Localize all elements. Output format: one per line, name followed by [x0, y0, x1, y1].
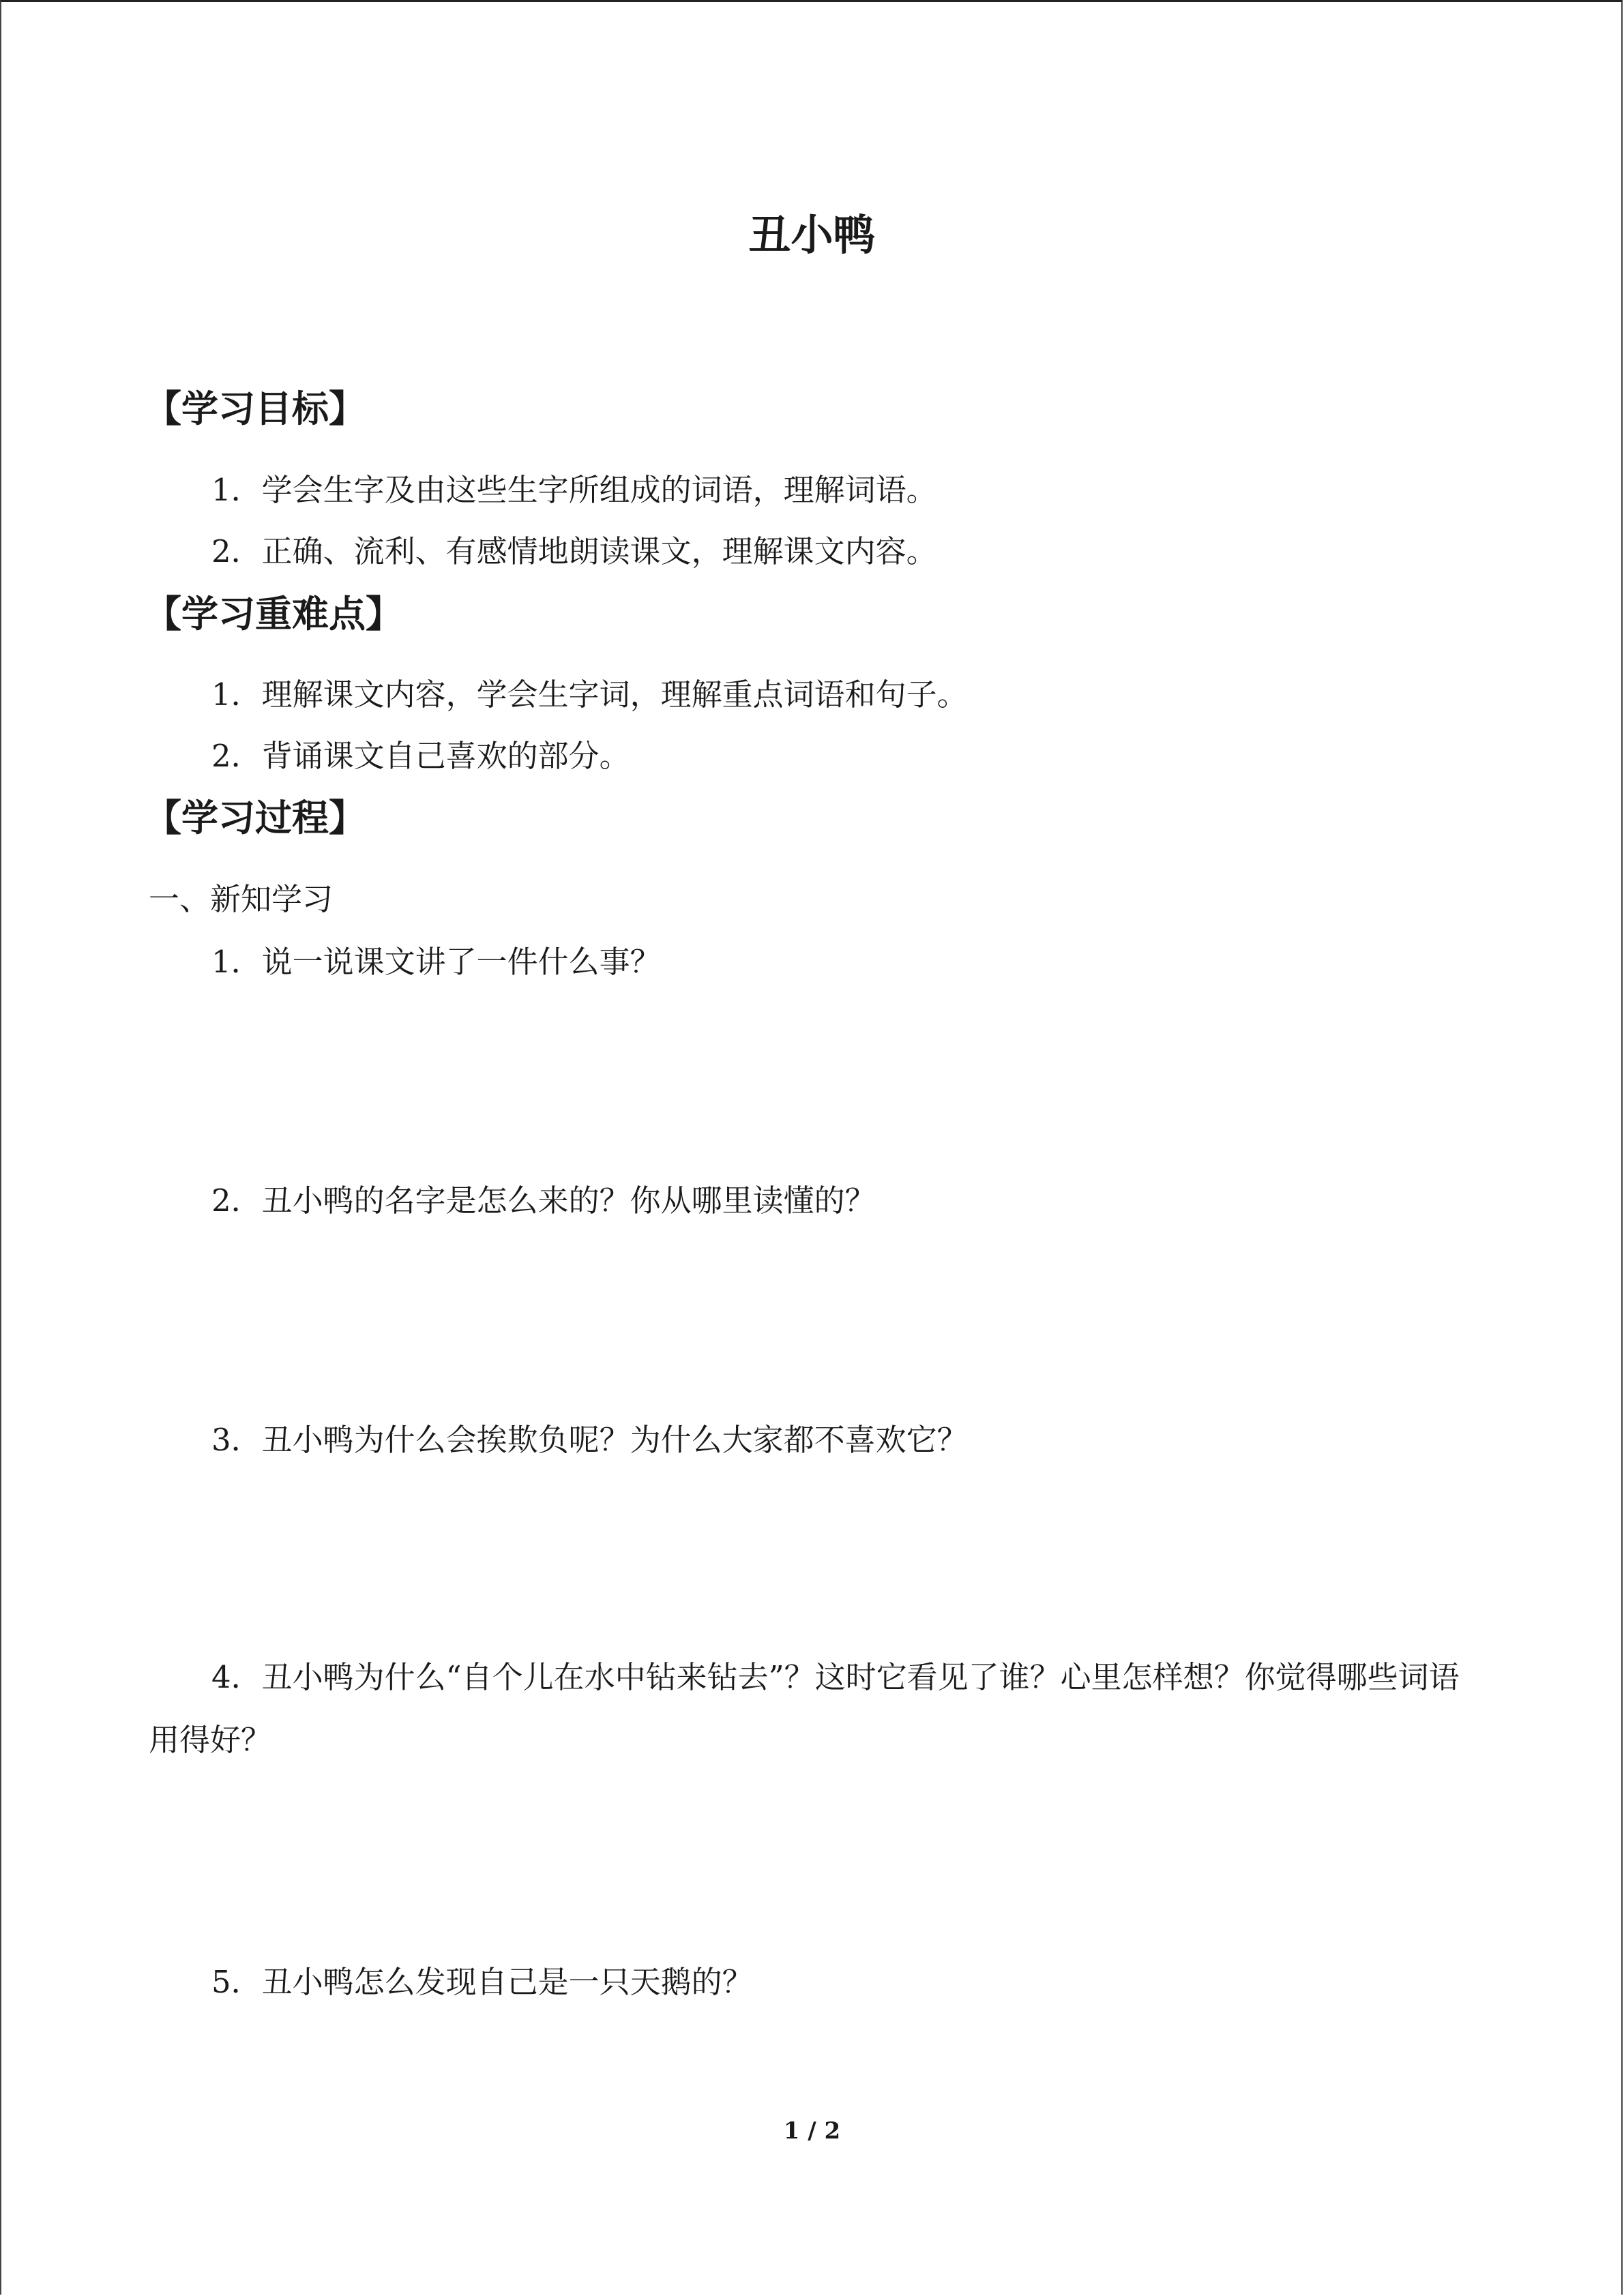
page-title: 丑小鸭	[748, 210, 876, 260]
goal-item-2: 2．正确、流利、有感情地朗读课文，理解课文内容。	[211, 533, 937, 569]
key-point-item-1: 1．理解课文内容，学会生字词，理解重点词语和句子。	[211, 676, 968, 713]
question-4: 4．丑小鸭为什么“自个儿在水中钻来钻去”？这时它看见了谁？心里怎样想？你觉得哪些词语用得好？	[149, 1659, 1460, 1758]
goal-item-1: 1．学会生字及由这些生字所组成的词语，理解词语。	[211, 472, 937, 508]
question-5: 5．丑小鸭怎么发现自己是一只天鹅的？	[211, 1964, 753, 2000]
section-heading-key-points: 【学习重难点】	[145, 593, 402, 636]
question-3: 3．丑小鸭为什么会挨欺负呢？为什么大家都不喜欢它？	[211, 1422, 968, 1458]
section-heading-process: 【学习过程】	[145, 796, 366, 839]
question-1: 1．说一说课文讲了一件什么事？	[211, 944, 661, 980]
process-sub-heading: 一、新知学习	[149, 881, 334, 917]
page-number: 1 / 2	[783, 2117, 841, 2145]
key-point-item-2: 2．背诵课文自己喜欢的部分。	[211, 738, 630, 774]
question-2: 2．丑小鸭的名字是怎么来的？你从哪里读懂的？	[211, 1182, 876, 1219]
section-heading-goals: 【学习目标】	[145, 387, 366, 430]
